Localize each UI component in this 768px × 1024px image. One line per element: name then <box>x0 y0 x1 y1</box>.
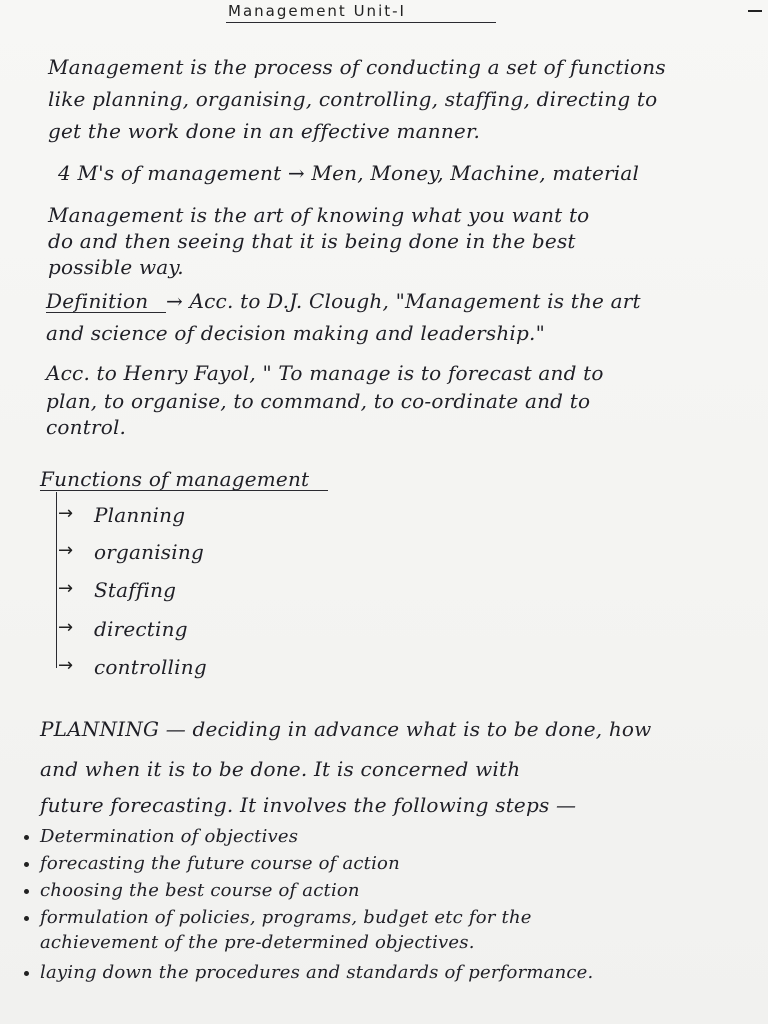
intro-line-3: get the work done in an effective manner. <box>48 119 481 143</box>
definition-line-2: and science of decision making and leadership." <box>46 321 545 345</box>
four-ms-line: 4 M's of management → Men, Money, Machine, material <box>58 161 640 185</box>
function-item: Planning <box>94 503 186 527</box>
planning-step: forecasting the future course of action <box>40 853 400 874</box>
functions-heading: Functions of management <box>40 467 310 491</box>
definition-line-5: control. <box>46 415 127 439</box>
definition-line-1: → Acc. to D.J. Clough, "Management is the art <box>166 289 641 313</box>
bullet-icon <box>24 889 29 894</box>
planning-step: Determination of objectives <box>40 826 299 847</box>
bullet-icon <box>24 971 29 976</box>
page-edge-mark <box>748 10 762 12</box>
function-item: controlling <box>94 655 207 679</box>
title-underline <box>226 22 496 23</box>
planning-step: formulation of policies, programs, budget etc for the <box>40 907 532 928</box>
functions-tree-line <box>56 492 57 668</box>
art-line-1: Management is the art of knowing what you want to <box>48 203 590 227</box>
function-arrow-icon: → <box>58 617 74 638</box>
function-arrow-icon: → <box>58 540 74 561</box>
definition-label: Definition <box>46 289 149 313</box>
page-title: Management Unit-I <box>228 2 406 20</box>
function-arrow-icon: → <box>58 578 74 599</box>
intro-line-2: like planning, organising, controlling, staffing, directing to <box>48 87 658 111</box>
intro-line-1: Management is the process of conducting a set of functions <box>48 55 666 79</box>
planning-step: choosing the best course of action <box>40 880 360 901</box>
functions-underline <box>40 490 328 491</box>
art-line-3: possible way. <box>48 255 184 279</box>
function-item: Staffing <box>94 578 177 602</box>
function-arrow-icon: → <box>58 503 74 524</box>
definition-underline <box>46 312 166 313</box>
planning-line-1: PLANNING — deciding in advance what is to be done, how <box>40 717 652 741</box>
bullet-icon <box>24 835 29 840</box>
function-item: directing <box>94 617 188 641</box>
definition-line-4: plan, to organise, to command, to co-ordinate and to <box>46 389 591 413</box>
art-line-2: do and then seeing that it is being done in the best <box>48 229 576 253</box>
planning-step: laying down the procedures and standards of performance. <box>40 962 594 983</box>
planning-line-3: future forecasting. It involves the following steps — <box>40 793 577 817</box>
planning-step-continued: achievement of the pre-determined objectives. <box>40 932 475 953</box>
definition-line-3: Acc. to Henry Fayol, " To manage is to forecast and to <box>46 361 604 385</box>
bullet-icon <box>24 916 29 921</box>
function-arrow-icon: → <box>58 655 74 676</box>
planning-line-2: and when it is to be done. It is concerned with <box>40 757 521 781</box>
function-item: organising <box>94 540 204 564</box>
bullet-icon <box>24 862 29 867</box>
